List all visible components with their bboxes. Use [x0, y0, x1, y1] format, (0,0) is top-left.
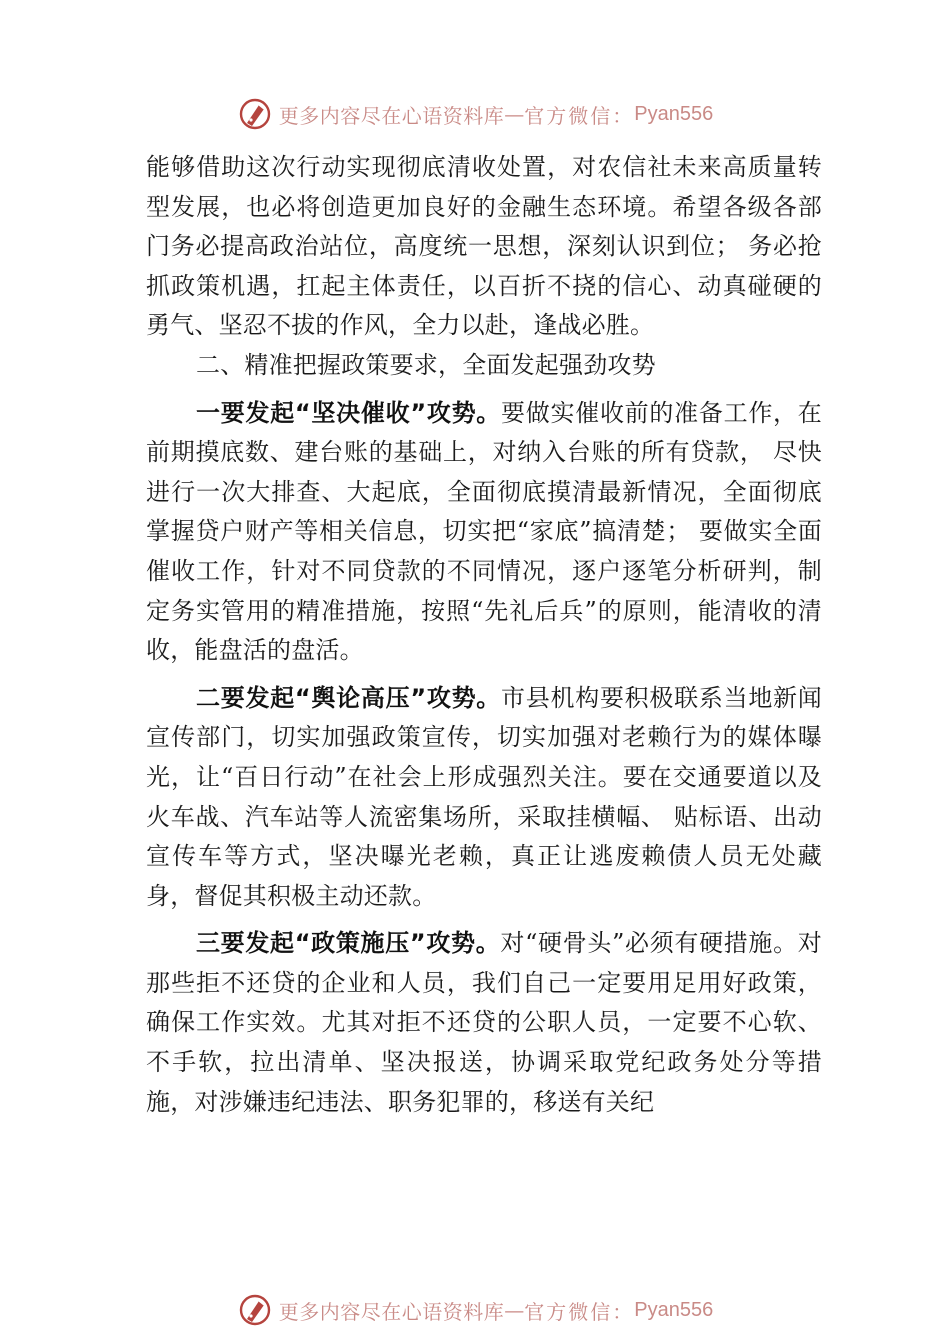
header-wechat-id: Pyan556 — [634, 102, 714, 125]
paragraph-1 — [146, 148, 822, 346]
footer-wechat-label: 官方微信： — [524, 1299, 635, 1324]
paragraph-5 — [146, 924, 822, 1122]
footer-banner — [0, 1290, 950, 1330]
paragraph-3-lead: 一要发起“坚决催收”攻势。 — [196, 398, 502, 427]
paragraph-5-lead: 三要发起“政策施压”攻势。 — [196, 929, 501, 958]
paragraph-4-lead: 二要发起“舆论高压”攻势。 — [196, 683, 502, 712]
header-banner — [0, 94, 950, 134]
header-wechat-label: 官方微信： — [524, 103, 635, 128]
paragraph-3-text: 要做实催收前的准备工作，在前期摸底数、建台账的基础上，对纳入台账的所有贷款， 尽快进行一次大排查、大起底，全面彻底摸清最新情况，全面彻底掌握贷户财产等相关信息，切实把“家底”搞清楚； 要做实全面催收工作，针对不同贷款的不同情况，逐户逐笔分析研判，制定务实管用的精准措施，按照“先礼后兵”的原则，能清收的清收，能盘活的盘活。 — [146, 398, 822, 665]
section-heading — [146, 346, 822, 386]
section-heading-text: 二、精准把握政策要求，全面发起强劲攻势 — [196, 350, 656, 379]
header-brand: 更多内容尽在心语资料库 — [278, 103, 505, 128]
footer-brand: 更多内容尽在心语资料库 — [278, 1299, 505, 1324]
footer-separator: — — [504, 1298, 525, 1322]
paragraph-1-text: 能够借助这次行动实现彻底清收处置，对农信社未来高质量转型发展，也必将创造更加良好的金融生态环境。希望各级各部门务必提高政治站位，高度统一思想，深刻认识到位； 务必抢抓政策机遇，扛起主体责任，以百折不挠的信心、动真碰硬的勇气、坚忍不拔的作风，全力以赴，逢战必胜。 — [146, 153, 822, 340]
header-separator: — — [504, 102, 525, 126]
document-body — [146, 148, 822, 1122]
footer-wechat-id: Pyan556 — [634, 1298, 714, 1321]
pen-nib-logo-icon — [237, 1292, 273, 1328]
paragraph-3 — [146, 394, 822, 671]
paragraph-4 — [146, 679, 822, 917]
paragraph-5-text: 对“硬骨头”必须有硬措施。对那些拒不还贷的企业和人员，我们自己一定要用足用好政策，确保工作实效。尤其对拒不还贷的公职人员，一定要不心软、不手软，拉出清单、坚决报送，协调采取党纪政务处分等措施，对涉嫌违纪违法、职务犯罪的，移送有关纪 — [146, 929, 822, 1116]
paragraph-4-text: 市县机构要积极联系当地新闻宣传部门，切实加强政策宣传，切实加强对老赖行为的媒体曝光，让“百日行动”在社会上形成强烈关注。要在交通要道以及火车战、汽车站等人流密集场所，采取挂横幅、 贴标语、出动宣传车等方式，坚决曝光老赖，真正让逃废赖债人员无处藏身，督促其积极主动还款。 — [146, 683, 822, 910]
pen-nib-logo-icon — [237, 96, 273, 132]
